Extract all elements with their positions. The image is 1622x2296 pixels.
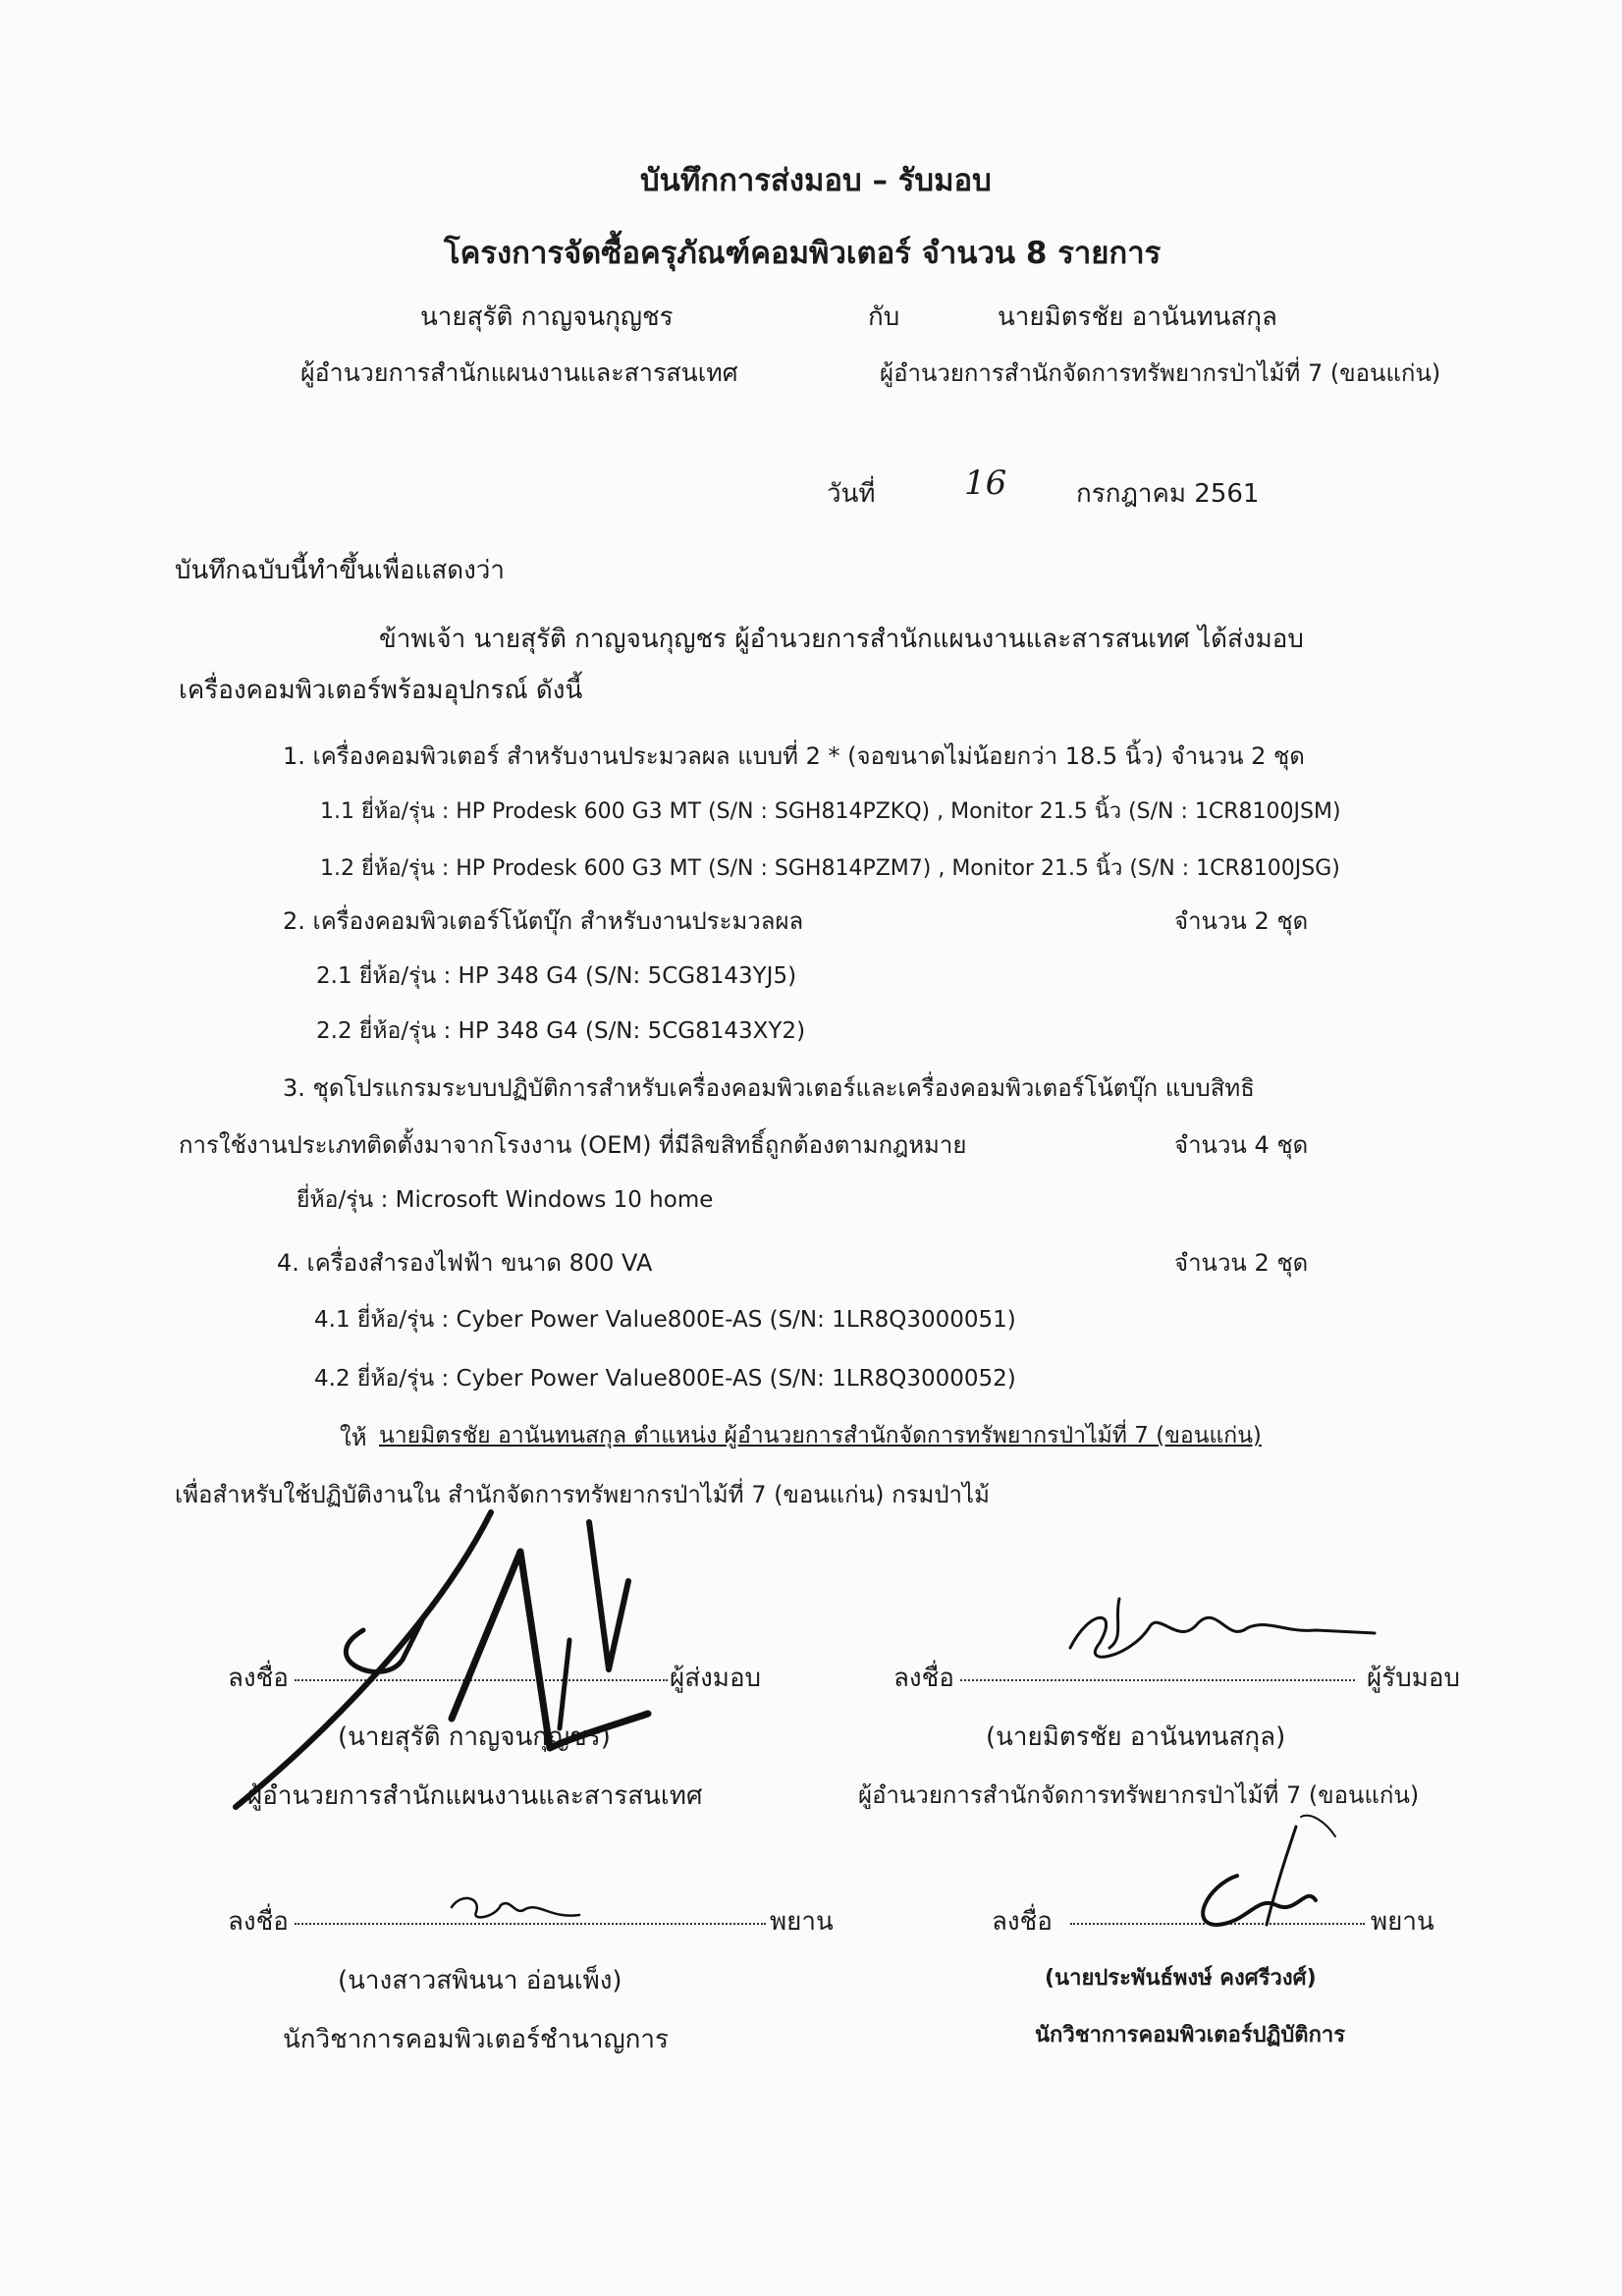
- receiver-position: ผู้อำนวยการสำนักจัดการทรัพยากรป่าไม้ที่ 7 (ขอนแก่น): [858, 1781, 1420, 1809]
- paragraph-line1: ข้าพเจ้า นายสุรัติ กาญจนกุญชร ผู้อำนวยการสำนักแผนงานและสารสนเทศ ได้ส่งมอบ: [379, 625, 1304, 654]
- with-word: กับ: [868, 302, 900, 332]
- handover-line2: เพื่อสำหรับใช้ปฏิบัติงานใน สำนักจัดการทรัพยากรป่าไม้ที่ 7 (ขอนแก่น) กรมป่าไม้: [175, 1481, 990, 1508]
- witness1-signature: [442, 1887, 589, 1937]
- giver-signature: [196, 1493, 707, 1846]
- handover-recipient: นายมิตรชัย อานันทนสกุล ตำแหน่ง ผู้อำนวยการสำนักจัดการทรัพยากรป่าไม้ที่ 7 (ขอนแก่น): [379, 1423, 1262, 1449]
- witness1-position: นักวิชาการคอมพิวเตอร์ชำนาญการ: [283, 2025, 669, 2054]
- date-month-year: กรกฎาคม 2561: [1076, 479, 1260, 509]
- document-subtitle: โครงการจัดซื้อครุภัณฑ์คอมพิวเตอร์ จำนวน 8 รายการ: [444, 236, 1162, 271]
- witness2-role: พยาน: [1371, 1907, 1434, 1937]
- receiver-sign-label: ลงชื่อ: [893, 1664, 954, 1693]
- receiver-sign-line: [960, 1679, 1355, 1681]
- item-3-qty: จำนวน 4 ชุด: [1174, 1131, 1309, 1159]
- giver-name: (นายสุรัติ กาญจนกุญชร): [338, 1722, 611, 1752]
- document-title: บันทึกการส่งมอบ – รับมอบ: [640, 163, 992, 198]
- party1-position: ผู้อำนวยการสำนักแผนงานและสารสนเทศ: [300, 358, 738, 387]
- witness1-role: พยาน: [770, 1907, 834, 1937]
- item-4-2: 4.2 ยี่ห้อ/รุ่น : Cyber Power Value800E-AS (S/N: 1LR8Q3000052): [314, 1366, 1016, 1392]
- witness2-name: (นายประพันธ์พงษ์ คงศรีวงศ์): [1045, 1966, 1317, 1991]
- receiver-name: (นายมิตรชัย อานันทนสกุล): [986, 1722, 1286, 1752]
- receiver-role: ผู้รับมอบ: [1367, 1664, 1460, 1693]
- item-1-2: 1.2 ยี่ห้อ/รุ่น : HP Prodesk 600 G3 MT (S/N : SGH814PZM7) , Monitor 21.5 นิ้ว (S/N : 1CR8100JSG): [320, 856, 1340, 881]
- item-2-qty: จำนวน 2 ชุด: [1174, 907, 1309, 935]
- party1-name: นายสุรัติ กาญจนกุญชร: [420, 302, 674, 332]
- intro-text: บันทึกฉบับนี้ทำขึ้นเพื่อแสดงว่า: [175, 556, 505, 585]
- witness1-name: (นางสาวสพินนา อ่อนเพ็ง): [338, 1966, 622, 1995]
- item-3-brand: ยี่ห้อ/รุ่น : Microsoft Windows 10 home: [297, 1187, 714, 1213]
- item-3-line2: การใช้งานประเภทติดตั้งมาจากโรงงาน (OEM) ที่มีลิขสิทธิ์ถูกต้องตามกฎหมาย: [179, 1131, 967, 1159]
- witness2-sign-label: ลงชื่อ: [992, 1907, 1053, 1937]
- date-label: วันที่: [827, 479, 876, 509]
- giver-sign-label: ลงชื่อ: [228, 1664, 289, 1693]
- paragraph-line2: เครื่องคอมพิวเตอร์พร้อมอุปกรณ์ ดังนี้: [179, 676, 583, 705]
- handover-prefix: ให้: [340, 1424, 367, 1451]
- giver-role: ผู้ส่งมอบ: [670, 1664, 762, 1693]
- party2-name: นายมิตรชัย อานันทนสกุล: [998, 302, 1277, 332]
- item-3-line1: 3. ชุดโปรแกรมระบบปฏิบัติการสำหรับเครื่องคอมพิวเตอร์และเครื่องคอมพิวเตอร์โน้ตบุ๊ก แบบสิทธิ: [283, 1074, 1255, 1102]
- item-2-2: 2.2 ยี่ห้อ/รุ่น : HP 348 G4 (S/N: 5CG8143XY2): [316, 1018, 806, 1044]
- item-1: 1. เครื่องคอมพิวเตอร์ สำหรับงานประมวลผล แบบที่ 2 * (จอขนาดไม่น้อยกว่า 18.5 นิ้ว) จำนวน 2 ชุด: [283, 742, 1305, 770]
- date-day: 16: [964, 464, 1007, 503]
- giver-position: ผู้อำนวยการสำนักแผนงานและสารสนเทศ: [247, 1781, 703, 1811]
- item-4-1: 4.1 ยี่ห้อ/รุ่น : Cyber Power Value800E-AS (S/N: 1LR8Q3000051): [314, 1307, 1016, 1333]
- item-4-qty: จำนวน 2 ชุด: [1174, 1249, 1309, 1277]
- party2-position: ผู้อำนวยการสำนักจัดการทรัพยากรป่าไม้ที่ 7 (ขอนแก่น): [880, 359, 1441, 387]
- witness2-signature: [1168, 1807, 1345, 1954]
- item-2-1: 2.1 ยี่ห้อ/รุ่น : HP 348 G4 (S/N: 5CG8143YJ5): [316, 963, 797, 989]
- item-2: 2. เครื่องคอมพิวเตอร์โน้ตบุ๊ก สำหรับงานประมวลผล: [283, 907, 804, 935]
- item-1-1: 1.1 ยี่ห้อ/รุ่น : HP Prodesk 600 G3 MT (S/N : SGH814PZKQ) , Monitor 21.5 นิ้ว (S/N : 1CR8100JSM): [320, 799, 1341, 824]
- receiver-signature: [1060, 1589, 1384, 1677]
- witness2-position: นักวิชาการคอมพิวเตอร์ปฏิบัติการ: [1035, 2023, 1346, 2048]
- witness1-sign-label: ลงชื่อ: [228, 1907, 289, 1937]
- item-4: 4. เครื่องสำรองไฟฟ้า ขนาด 800 VA: [277, 1249, 653, 1277]
